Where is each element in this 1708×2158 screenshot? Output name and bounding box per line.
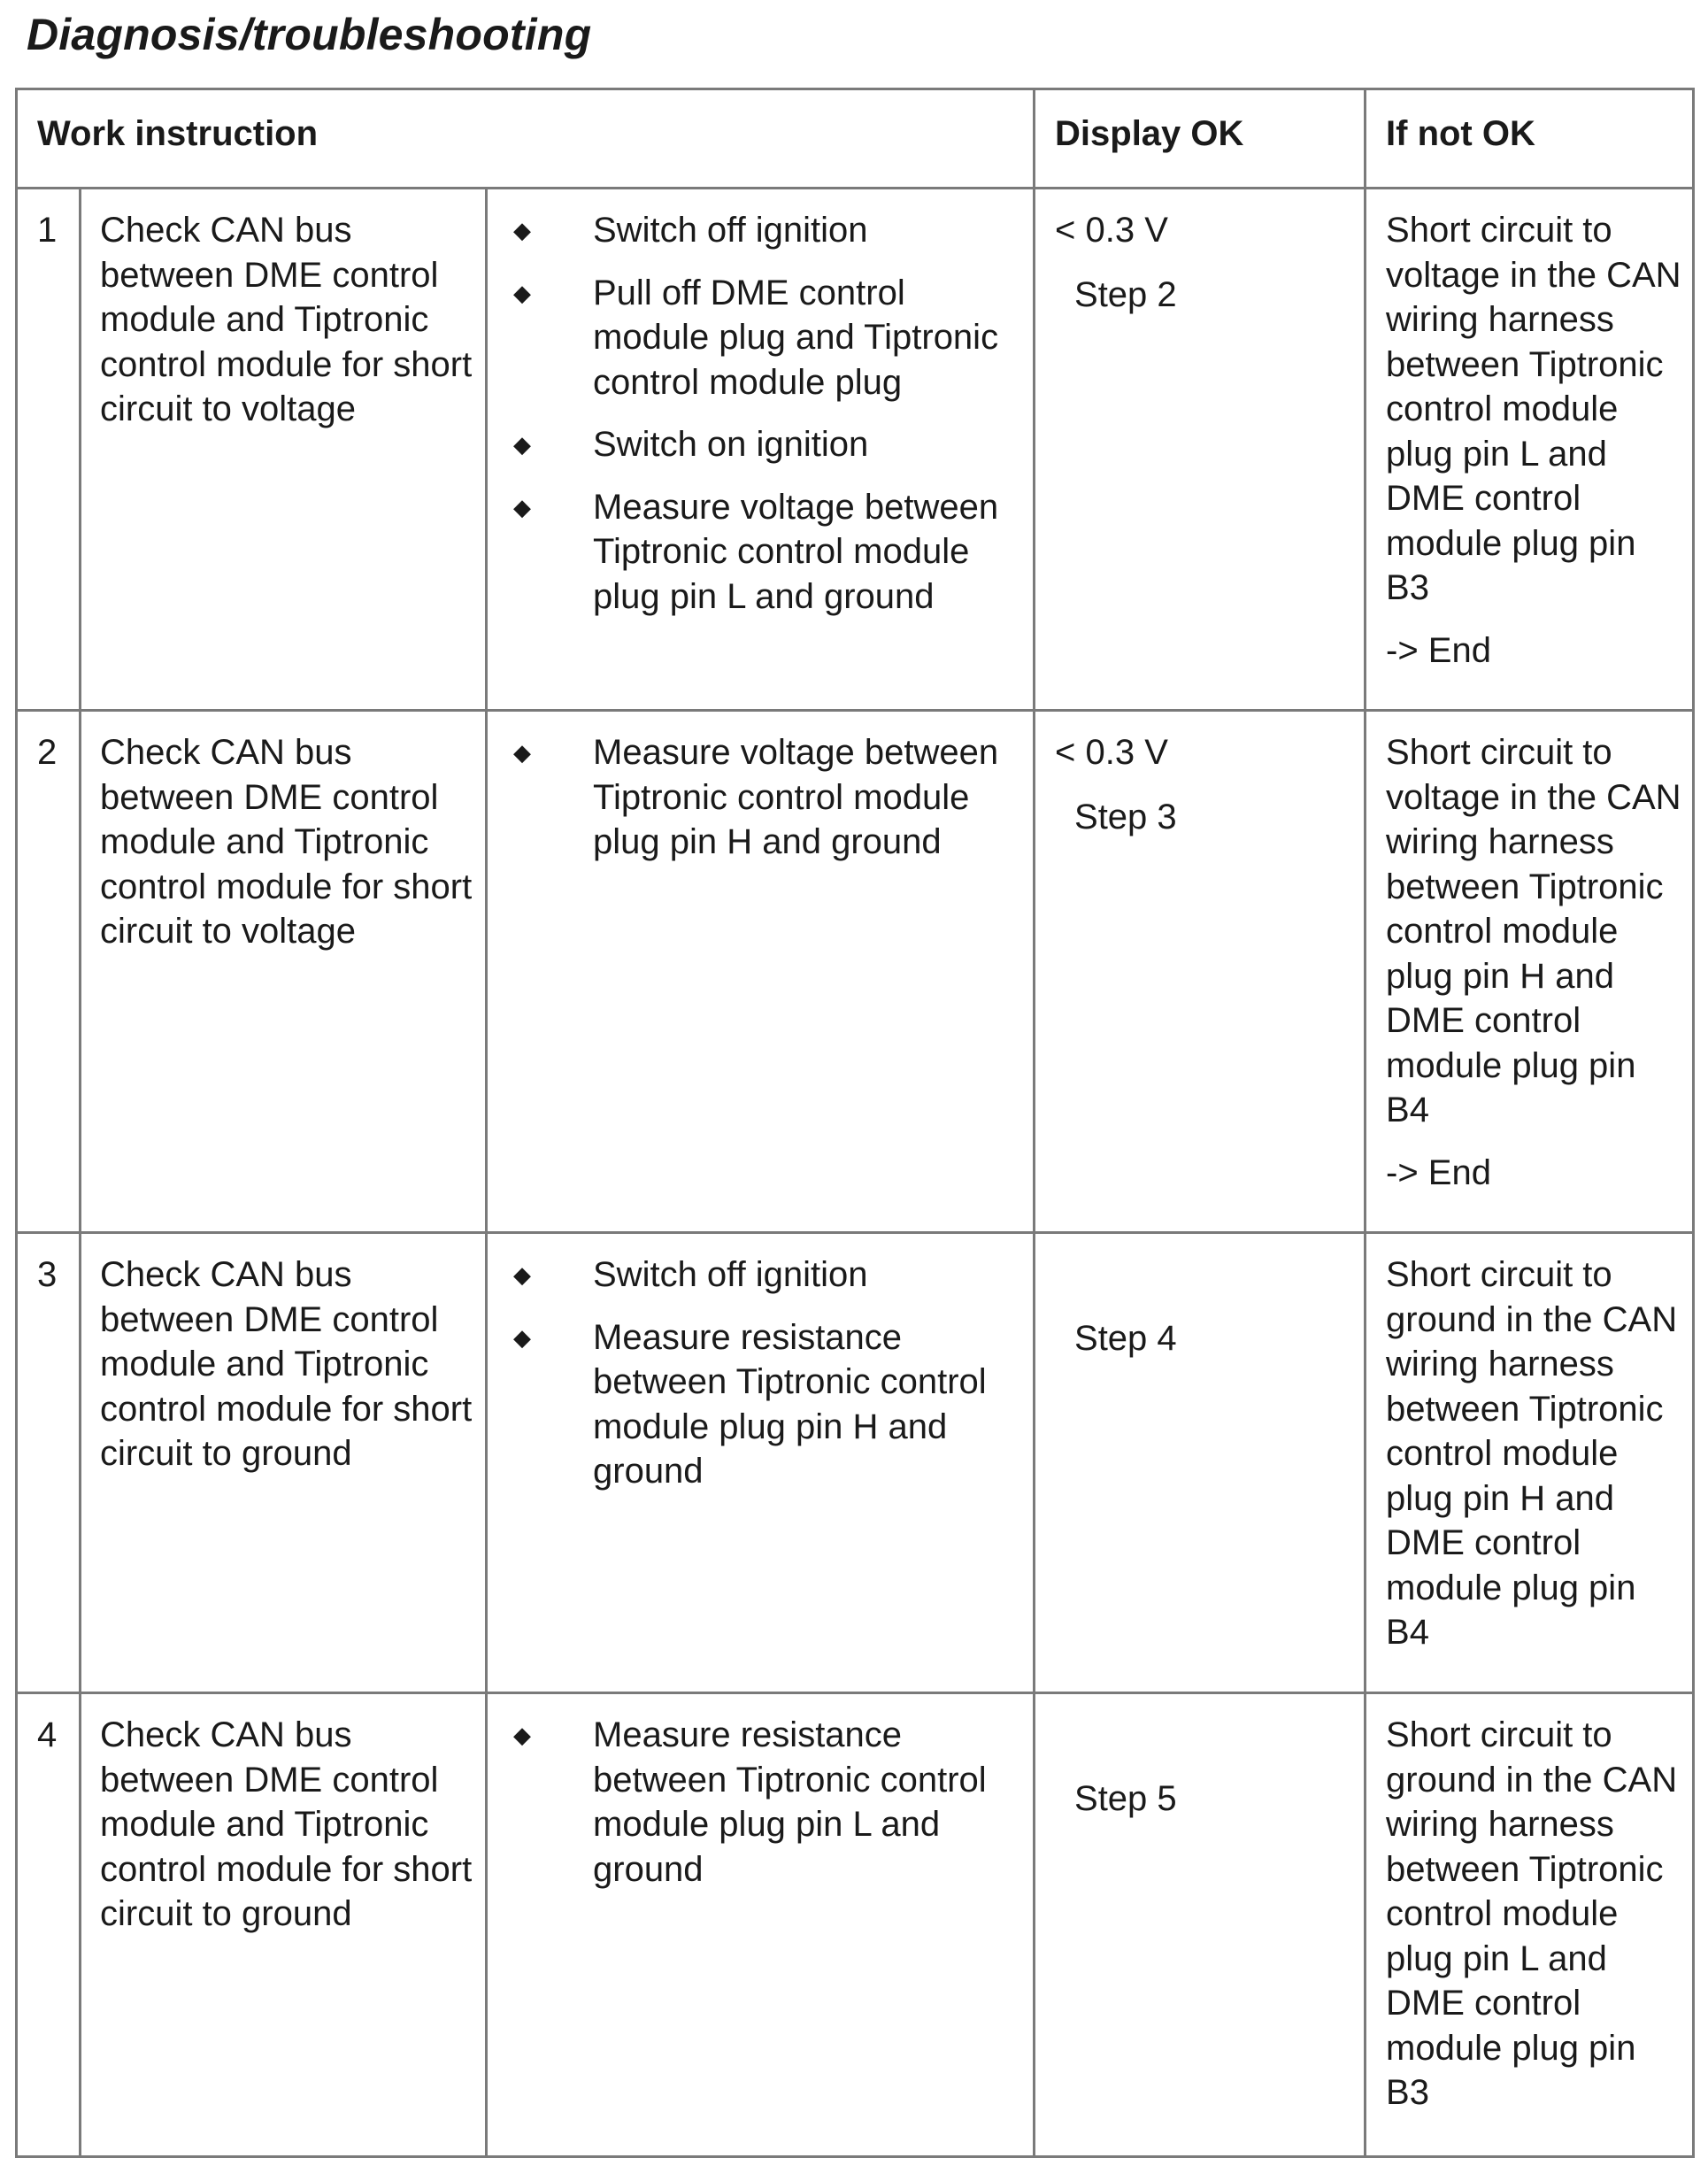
action-text: Switch off ignition (593, 211, 868, 250)
action-text: Switch on ignition (593, 425, 869, 464)
action-text: Measure resistance between Tiptronic control module plug pin L and ground (593, 1715, 987, 1889)
action-item (505, 422, 1026, 467)
fail-text: Short circuit to voltage in the CAN wiring harness between Tiptronic control module plug pin H and DME control module plug pin B4 (1386, 733, 1681, 1129)
action-item (505, 1713, 1026, 1892)
fail-next-step: -> End (1386, 1152, 1491, 1192)
display-value: < 0.3 V (1055, 733, 1168, 772)
step-actions (487, 711, 1035, 1233)
diamond-bullet-icon: ◆ (513, 1722, 531, 1748)
display-ok-cell (1035, 1693, 1366, 2157)
fail-next-step: -> End (1386, 630, 1491, 670)
display-ok-cell (1035, 189, 1366, 711)
display-next-step: Step 2 (1074, 274, 1177, 314)
display-next-step: Step 5 (1074, 1779, 1177, 1818)
if-not-ok-cell (1366, 1693, 1694, 2157)
fail-text: Short circuit to voltage in the CAN wiring harness between Tiptronic control module plug pin L and DME control module plug pin B3 (1386, 211, 1681, 607)
table-row (17, 711, 1694, 1233)
action-list (505, 730, 1026, 865)
step-actions (487, 189, 1035, 711)
fail-text: Short circuit to ground in the CAN wiring harness between Tiptronic control module plug pin H and DME control module plug pin B4 (1386, 1255, 1678, 1652)
step-number: 4 (17, 1693, 81, 2157)
action-list (505, 1713, 1026, 1892)
step-description: Check CAN bus between DME control module and Tiptronic control module for short circuit to voltage (81, 189, 487, 711)
display-value: < 0.3 V (1055, 211, 1168, 250)
header-if-not-ok: If not OK (1366, 89, 1694, 189)
step-number: 2 (17, 711, 81, 1233)
diamond-bullet-icon: ◆ (513, 1261, 531, 1288)
display-next-step: Step 4 (1074, 1319, 1177, 1358)
diamond-bullet-icon: ◆ (513, 1323, 531, 1351)
display-ok-cell (1035, 711, 1366, 1233)
step-number: 1 (17, 189, 81, 711)
action-item (505, 485, 1026, 620)
action-item (505, 1252, 1026, 1298)
page-title: Diagnosis/troubleshooting (27, 10, 592, 59)
if-not-ok-cell (1366, 1233, 1694, 1693)
diamond-bullet-icon: ◆ (513, 279, 531, 306)
table-row (17, 1233, 1694, 1693)
diamond-bullet-icon: ◆ (513, 493, 531, 520)
step-actions (487, 1233, 1035, 1693)
action-text: Switch off ignition (593, 1255, 868, 1294)
action-item (505, 730, 1026, 865)
step-description: Check CAN bus between DME control module and Tiptronic control module for short circuit to ground (81, 1233, 487, 1693)
action-item (505, 271, 1026, 405)
header-work-instruction: Work instruction (17, 89, 1035, 189)
action-text: Measure resistance between Tiptronic control module plug pin H and ground (593, 1317, 987, 1491)
if-not-ok-cell (1366, 711, 1694, 1233)
display-ok-cell (1035, 1233, 1366, 1693)
header-display-ok: Display OK (1035, 89, 1366, 189)
step-number: 3 (17, 1233, 81, 1693)
action-list (505, 208, 1026, 619)
action-text: Pull off DME control module plug and Tiptronic control module plug (593, 273, 999, 402)
action-text: Measure voltage between Tiptronic control module plug pin H and ground (593, 733, 999, 861)
display-next-step: Step 3 (1074, 797, 1177, 836)
step-description: Check CAN bus between DME control module and Tiptronic control module for short circuit to ground (81, 1693, 487, 2157)
step-actions (487, 1693, 1035, 2157)
diamond-bullet-icon: ◆ (513, 739, 531, 766)
action-text: Measure voltage between Tiptronic control module plug pin L and ground (593, 487, 999, 616)
fail-text: Short circuit to ground in the CAN wiring harness between Tiptronic control module plug pin L and DME control module plug pin B3 (1386, 1715, 1678, 2112)
table-row (17, 1693, 1694, 2157)
if-not-ok-cell (1366, 189, 1694, 711)
table-header-row (17, 89, 1694, 189)
action-item (505, 208, 1026, 253)
step-description: Check CAN bus between DME control module and Tiptronic control module for short circuit to voltage (81, 711, 487, 1233)
table-row (17, 189, 1694, 711)
diamond-bullet-icon: ◆ (513, 217, 531, 243)
diamond-bullet-icon: ◆ (513, 431, 531, 458)
action-item (505, 1315, 1026, 1494)
troubleshooting-table (15, 88, 1695, 2158)
action-list (505, 1252, 1026, 1494)
